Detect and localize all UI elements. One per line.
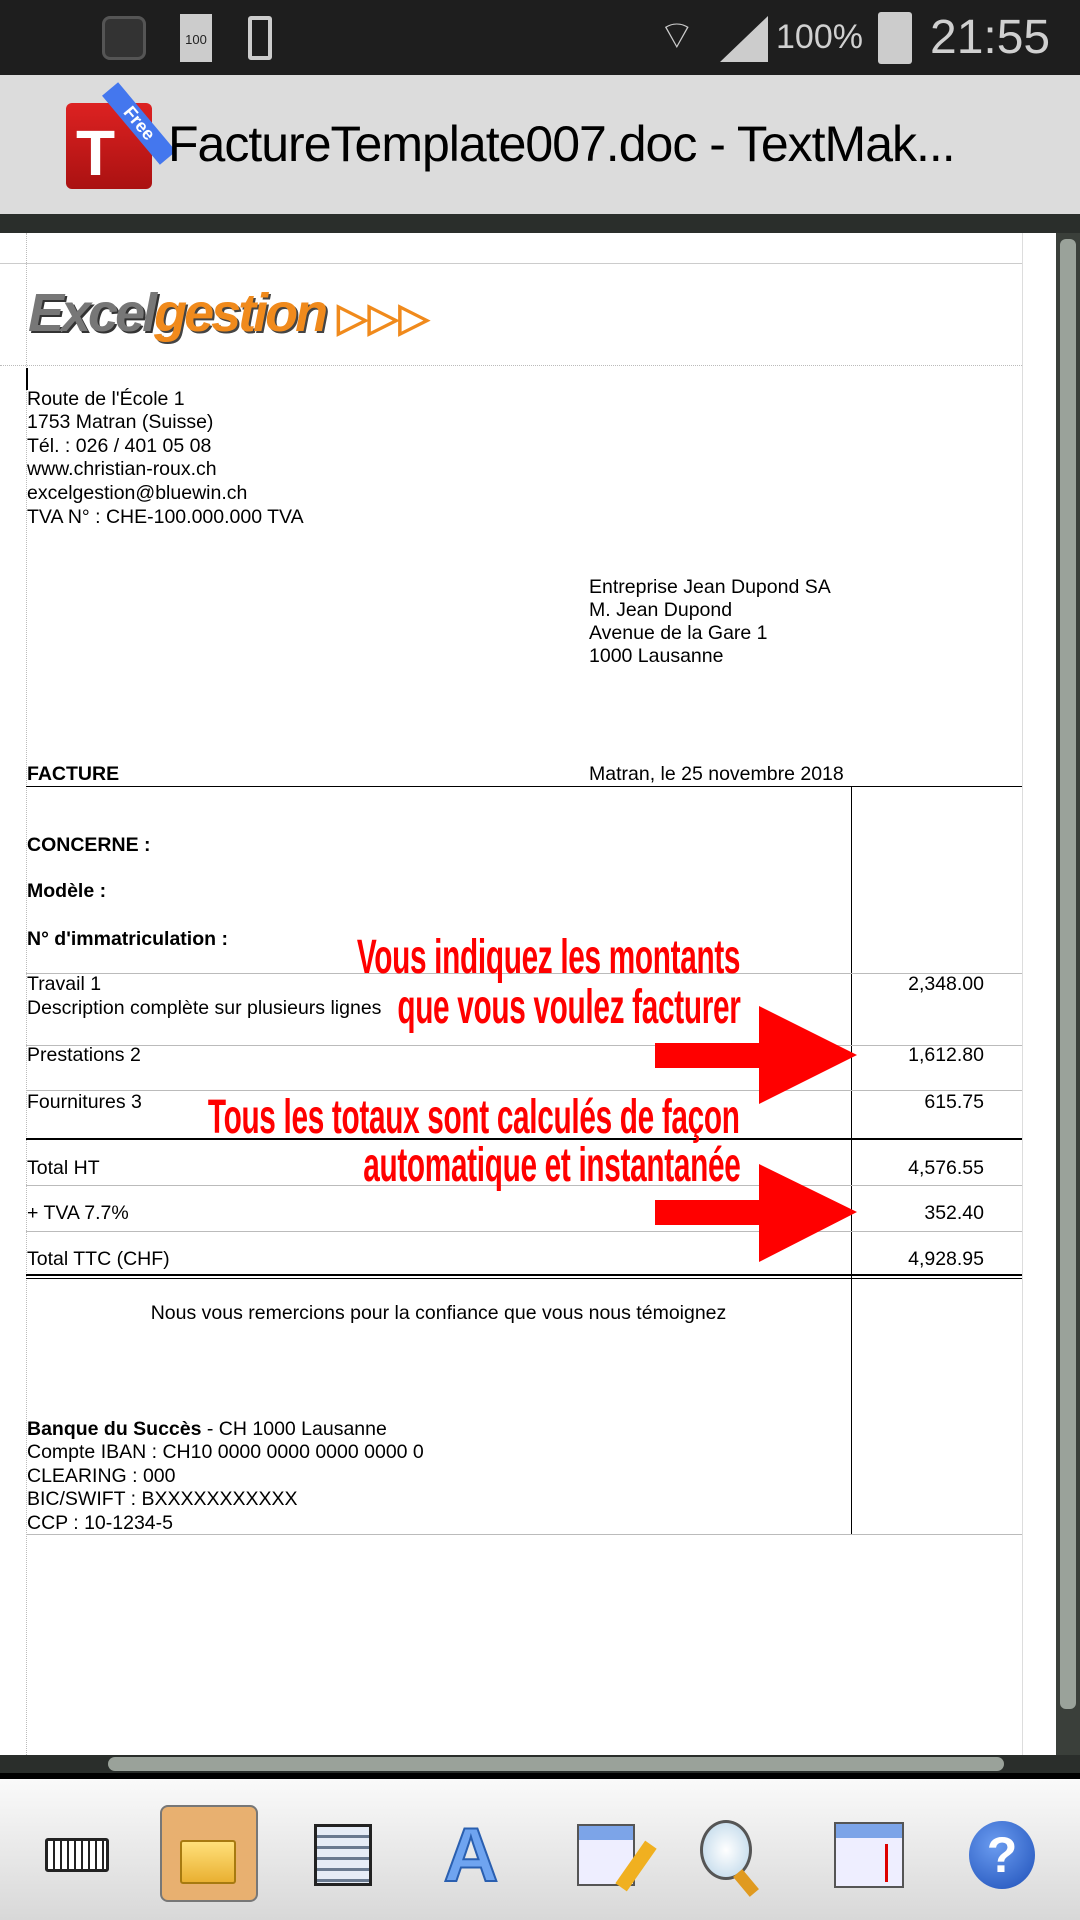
help-icon: ? xyxy=(969,1821,1035,1889)
vertical-scrollbar[interactable] xyxy=(1056,233,1080,1755)
total-amount: 352.40 xyxy=(924,1202,984,1224)
annotation-text: que vous voulez facturer xyxy=(396,981,740,1034)
item-amount: 1,612.80 xyxy=(908,1044,984,1066)
phone-check-icon xyxy=(248,16,272,60)
item-label: Prestations 2 xyxy=(27,1044,141,1066)
document-icon xyxy=(314,1824,372,1886)
recipient-line: 1000 Lausanne xyxy=(589,645,724,667)
logo-arrows: ▷▷▷ xyxy=(337,296,430,340)
total-label: Total HT xyxy=(27,1157,100,1179)
clock: 21:55 xyxy=(930,11,1051,64)
sender-line: 1753 Matran (Suisse) xyxy=(27,411,214,433)
invoice-date: Matran, le 25 novembre 2018 xyxy=(589,763,844,785)
logo-text-excel: Excel xyxy=(28,283,155,343)
font-button[interactable] xyxy=(436,1812,506,1898)
total-label: + TVA 7.7% xyxy=(27,1202,129,1224)
bank-line: CLEARING : 000 xyxy=(27,1465,176,1487)
open-file-button[interactable] xyxy=(173,1820,243,1890)
sender-line: excelgestion@bluewin.ch xyxy=(27,482,248,504)
bank-line: BIC/SWIFT : BXXXXXXXXXXX xyxy=(27,1488,298,1510)
invoice-heading: FACTURE xyxy=(27,763,120,785)
page-layout-button[interactable] xyxy=(834,1820,904,1890)
item-description: Description complète sur plusieurs lignes xyxy=(27,997,382,1019)
search-button[interactable] xyxy=(700,1820,770,1890)
battery-widget-label: 100 xyxy=(185,32,207,47)
signal-icon xyxy=(720,16,768,62)
keyboard-icon xyxy=(45,1838,109,1872)
open-file-icon xyxy=(180,1840,236,1884)
wifi-icon: ⌔ xyxy=(658,14,696,58)
thanks-text: Nous vous remercions pour la confiance que vous nous témoignez xyxy=(150,1302,727,1324)
battery-icon xyxy=(878,12,912,64)
field-immatriculation: N° d'immatriculation : xyxy=(27,928,228,950)
company-logo xyxy=(28,282,429,352)
horizontal-scrollbar[interactable] xyxy=(0,1755,1080,1779)
search-icon xyxy=(700,1820,770,1890)
field-modele: Modèle : xyxy=(27,880,107,902)
edit-button[interactable] xyxy=(571,1820,641,1890)
recipient-line: M. Jean Dupond xyxy=(589,599,733,621)
field-concerne: CONCERNE : xyxy=(27,834,151,856)
sender-line: TVA N° : CHE-100.000.000 TVA xyxy=(27,506,304,528)
sender-line: Route de l'École 1 xyxy=(27,388,185,410)
document-button[interactable] xyxy=(308,1820,378,1890)
page-layout-icon xyxy=(834,1822,904,1888)
ruler-strip xyxy=(0,214,1080,233)
item-amount: 615.75 xyxy=(924,1091,984,1113)
sender-line: Tél. : 026 / 401 05 08 xyxy=(27,435,212,457)
font-icon: A xyxy=(443,1812,499,1898)
bank-name-line xyxy=(27,1418,387,1441)
keyboard-button[interactable] xyxy=(42,1820,112,1890)
annotation-text: automatique et instantanée xyxy=(362,1139,740,1192)
total-amount: 4,928.95 xyxy=(908,1248,984,1270)
annotation-text: Tous les totaux sont calculés de façon xyxy=(208,1091,740,1144)
battery-widget-icon xyxy=(180,14,212,62)
free-badge: Free xyxy=(102,82,176,164)
recipient-line: Avenue de la Gare 1 xyxy=(589,622,768,644)
bank-location: - CH 1000 Lausanne xyxy=(201,1418,387,1440)
app-icon: T Free xyxy=(66,103,152,189)
window-title: FactureTemplate007.doc - TextMak... xyxy=(168,116,955,172)
bank-name: Banque du Succès xyxy=(27,1418,202,1440)
help-button[interactable] xyxy=(967,1820,1037,1890)
status-bar xyxy=(0,0,1080,75)
sender-line: www.christian-roux.ch xyxy=(27,458,217,480)
bank-line: CCP : 10-1234-5 xyxy=(27,1512,173,1534)
red-arrow-icon xyxy=(650,1158,865,1268)
total-label: Total TTC (CHF) xyxy=(27,1248,170,1270)
item-label: Fournitures 3 xyxy=(27,1091,142,1113)
red-arrow-icon xyxy=(650,1000,865,1110)
bank-line: Compte IBAN : CH10 0000 0000 0000 0000 0 xyxy=(27,1441,424,1463)
annotation-text: Vous indiquez les montants xyxy=(356,931,740,984)
edit-icon xyxy=(577,1824,635,1886)
logo-text-gestion: gestion xyxy=(154,283,326,343)
title-bar xyxy=(0,75,1080,214)
item-label: Travail 1 xyxy=(27,973,102,995)
notification-icon xyxy=(102,16,146,60)
text-cursor xyxy=(26,368,28,390)
item-amount: 2,348.00 xyxy=(908,973,984,995)
battery-percent: 100% xyxy=(776,18,863,56)
bottom-toolbar xyxy=(0,1779,1080,1920)
total-amount: 4,576.55 xyxy=(908,1157,984,1179)
recipient-line: Entreprise Jean Dupond SA xyxy=(589,576,831,598)
